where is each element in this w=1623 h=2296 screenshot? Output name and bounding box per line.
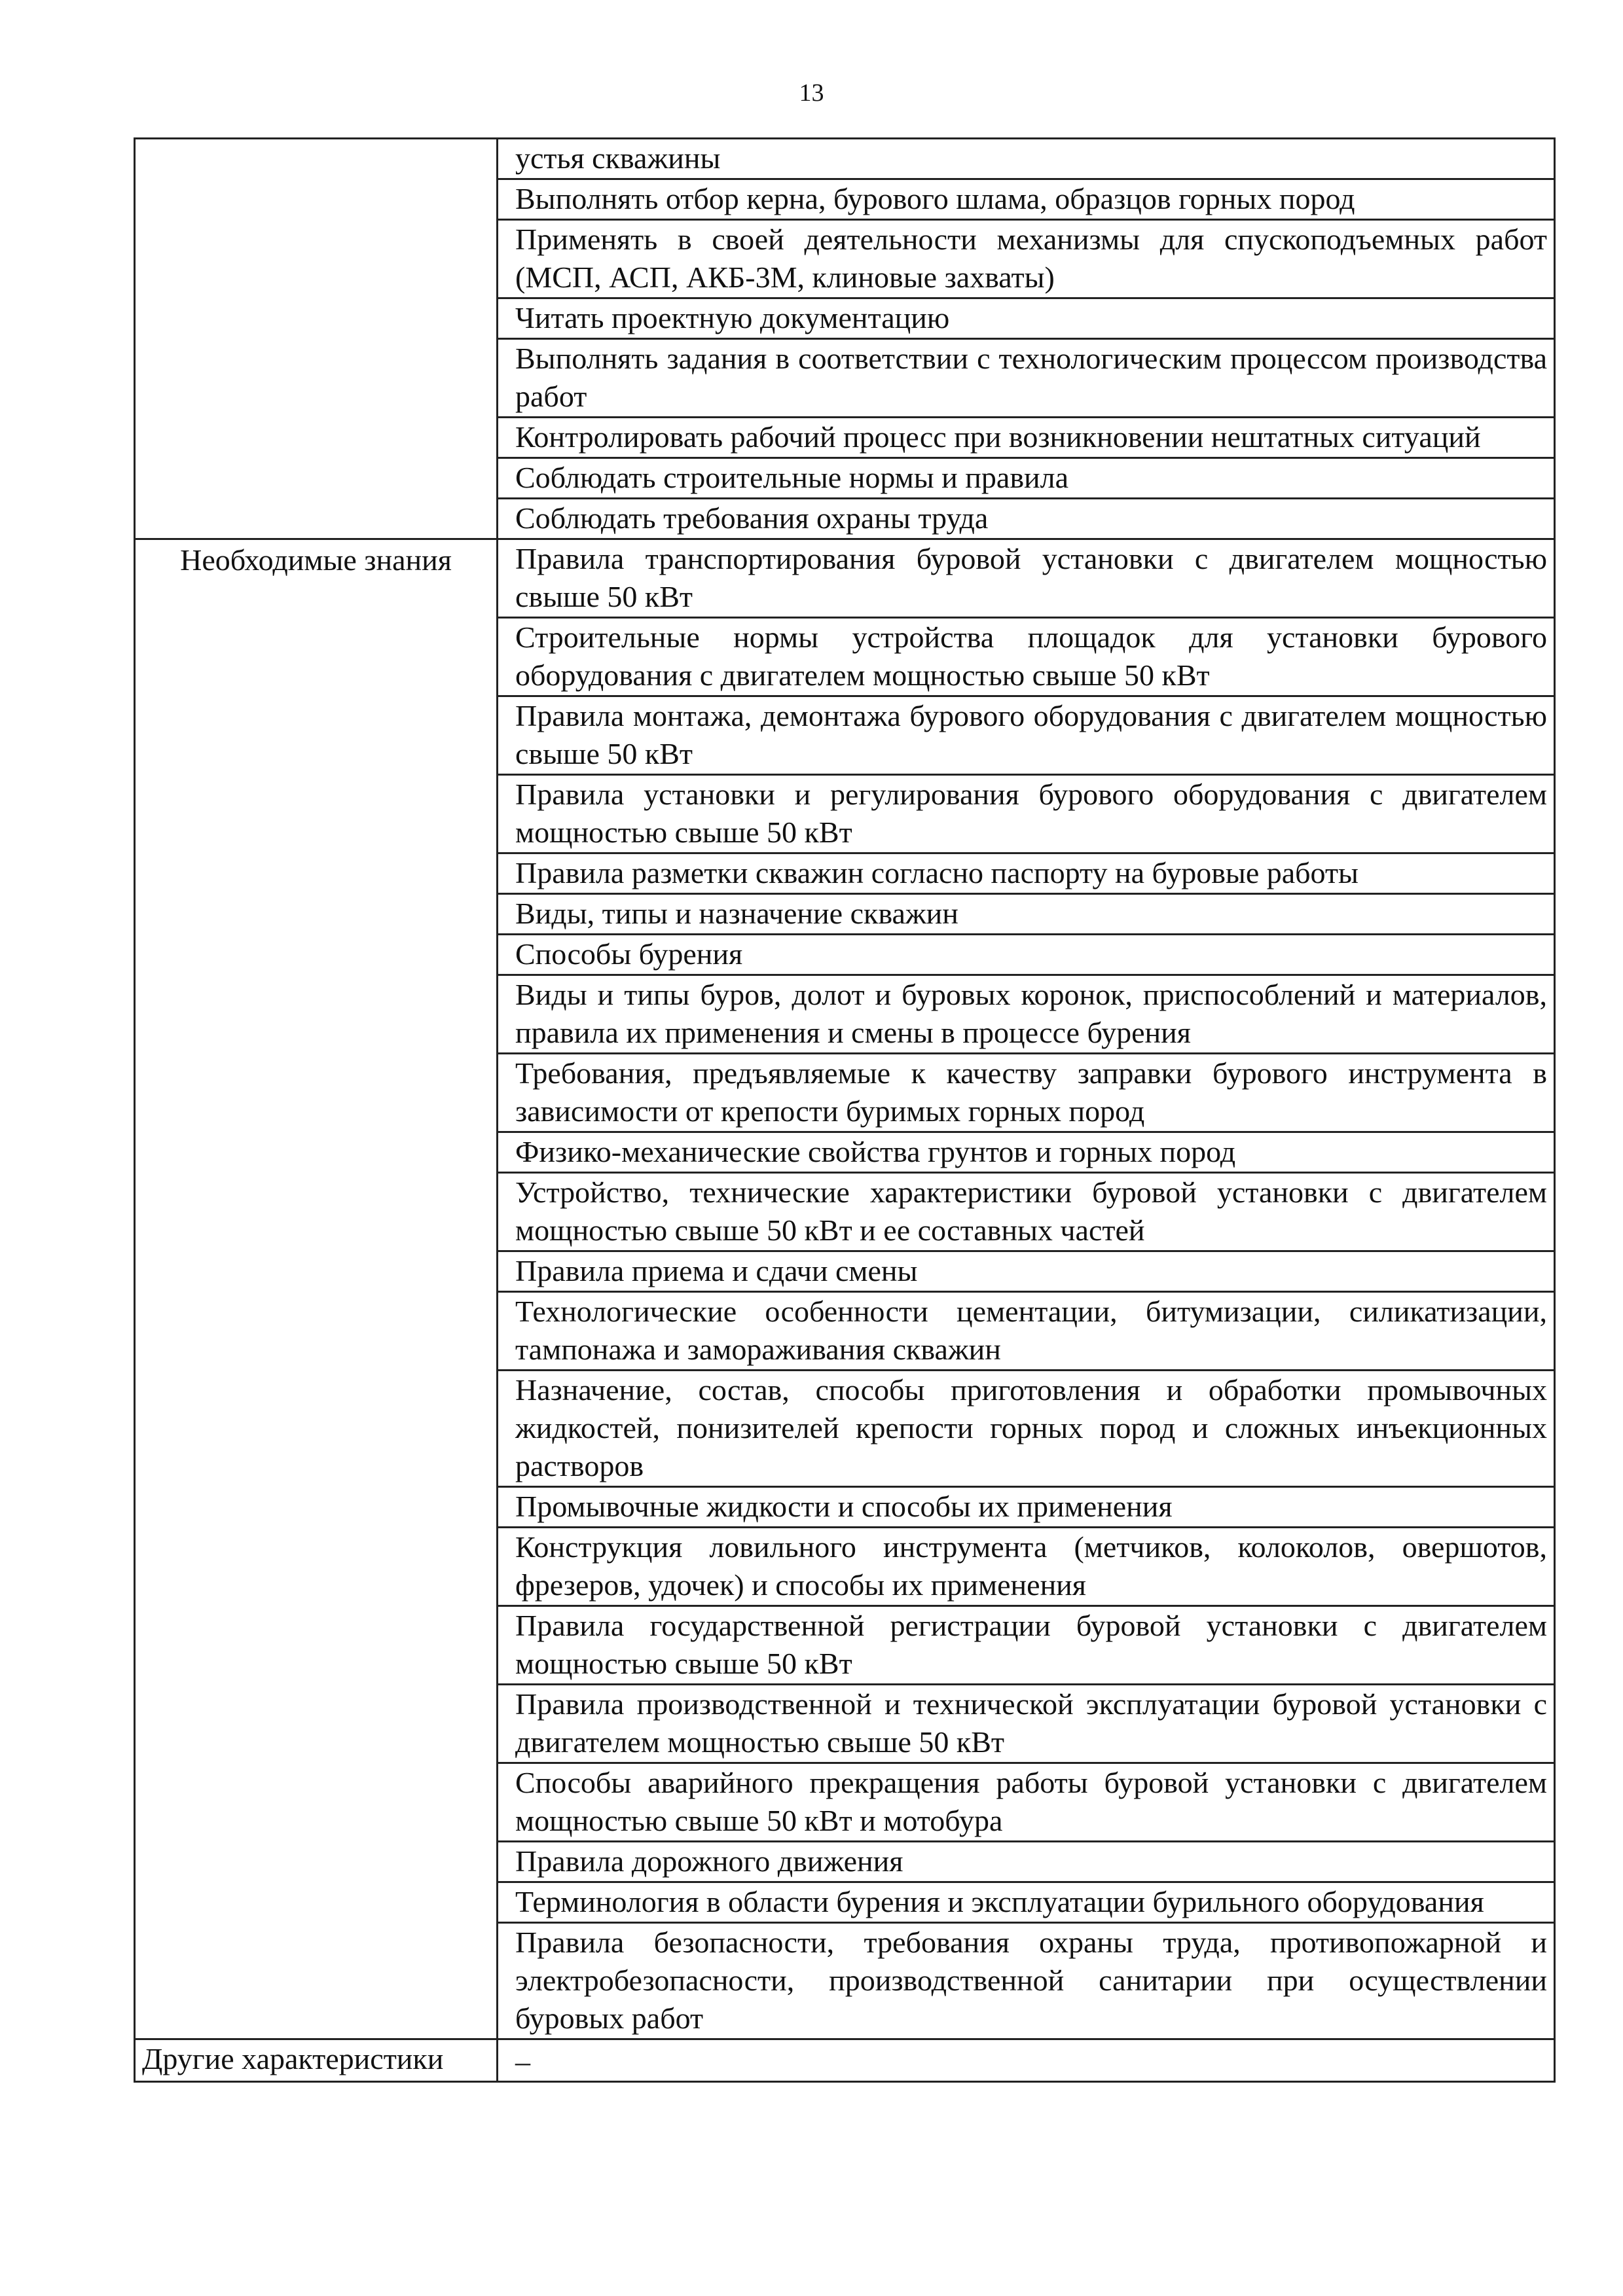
list-item: Назначение, состав, способы приготовления и обработки промывочных жидкостей, понизителей крепости горных пород и сложных инъекционных растворов [498,1371,1554,1488]
list-item: Читать проектную документацию [498,299,1554,340]
list-item: Строительные нормы устройства площадок для установки бурового оборудования с двигателем мощностью свыше 50 кВт [498,619,1554,697]
skills-label-cell [135,139,498,539]
list-item: Виды и типы буров, долот и буровых коронок, приспособлений и материалов, правила их применения и смены в процессе бурения [498,976,1554,1054]
knowledge-items-cell [498,539,1555,2039]
list-item: Правила транспортирования буровой установки с двигателем мощностью свыше 50 кВт [498,540,1554,619]
page-number: 13 [799,79,824,107]
list-item: Терминология в области бурения и эксплуатации бурильного оборудования [498,1883,1554,1924]
knowledge-label-cell [135,539,498,2039]
table-row-skills [135,139,1555,539]
skills-items-cell [498,139,1555,539]
list-item: Выполнять задания в соответствии с технологическим процессом производства работ [498,340,1554,418]
list-item: Применять в своей деятельности механизмы для спускоподъемных работ (МСП, АСП, АКБ-3М, клиновые захваты) [498,221,1554,299]
other-label-cell [135,2039,498,2082]
list-item: Способы аварийного прекращения работы буровой установки с двигателем мощностью свыше 50 кВт и мотобура [498,1764,1554,1842]
list-item: Устройство, технические характеристики буровой установки с двигателем мощностью свыше 50 кВт и ее составных частей [498,1174,1554,1252]
requirements-table [134,137,1556,2083]
list-item: Выполнять отбор керна, бурового шлама, образцов горных пород [498,180,1554,221]
other-value: – [515,2045,530,2078]
list-item: Соблюдать требования охраны труда [515,501,989,535]
knowledge-list [498,540,1554,2038]
list-item: Правила государственной регистрации буровой установки с двигателем мощностью свыше 50 кВт [498,1607,1554,1685]
list-item: Способы бурения [498,935,1554,976]
list-item: Конструкция ловильного инструмента (метчиков, колоколов, овершотов, фрезеров, удочек) и способы их применения [498,1528,1554,1607]
list-item: Правила дорожного движения [498,1842,1554,1883]
list-item: Правила производственной и технической эксплуатации буровой установки с двигателем мощностью свыше 50 кВт [498,1685,1554,1764]
table-row-other [135,2039,1555,2082]
list-item: устья скважины [498,139,1554,180]
list-item: Правила монтажа, демонтажа бурового оборудования с двигателем мощностью свыше 50 кВт [498,697,1554,776]
list-item: Правила приема и сдачи смены [498,1252,1554,1293]
other-value-cell [498,2039,1555,2082]
list-item: Правила установки и регулирования бурового оборудования с двигателем мощностью свыше 50 кВт [498,776,1554,854]
list-item: Соблюдать строительные нормы и правила [498,459,1554,499]
knowledge-label: Необходимые знания [180,543,452,577]
list-item: Технологические особенности цементации, битумизации, силикатизации, тампонажа и замораживания скважин [498,1293,1554,1371]
list-item: Правила разметки скважин согласно паспорту на буровые работы [498,854,1554,895]
list-item: Виды, типы и назначение скважин [498,895,1554,935]
list-item: Физико-механические свойства грунтов и горных пород [498,1133,1554,1174]
list-item: Промывочные жидкости и способы их применения [498,1488,1554,1528]
list-item: Контролировать рабочий процесс при возникновении нештатных ситуаций [498,418,1554,459]
list-item: Требования, предъявляемые к качеству заправки бурового инструмента в зависимости от крепости буримых горных пород [498,1054,1554,1133]
table-row-knowledge [135,539,1555,2039]
skills-list [498,139,1554,538]
list-item: Правила безопасности, требования охраны труда, противопожарной и электробезопасности, производственной санитарии при осуществлении буровых работ [515,1926,1547,2035]
other-label: Другие характеристики [142,2042,444,2075]
